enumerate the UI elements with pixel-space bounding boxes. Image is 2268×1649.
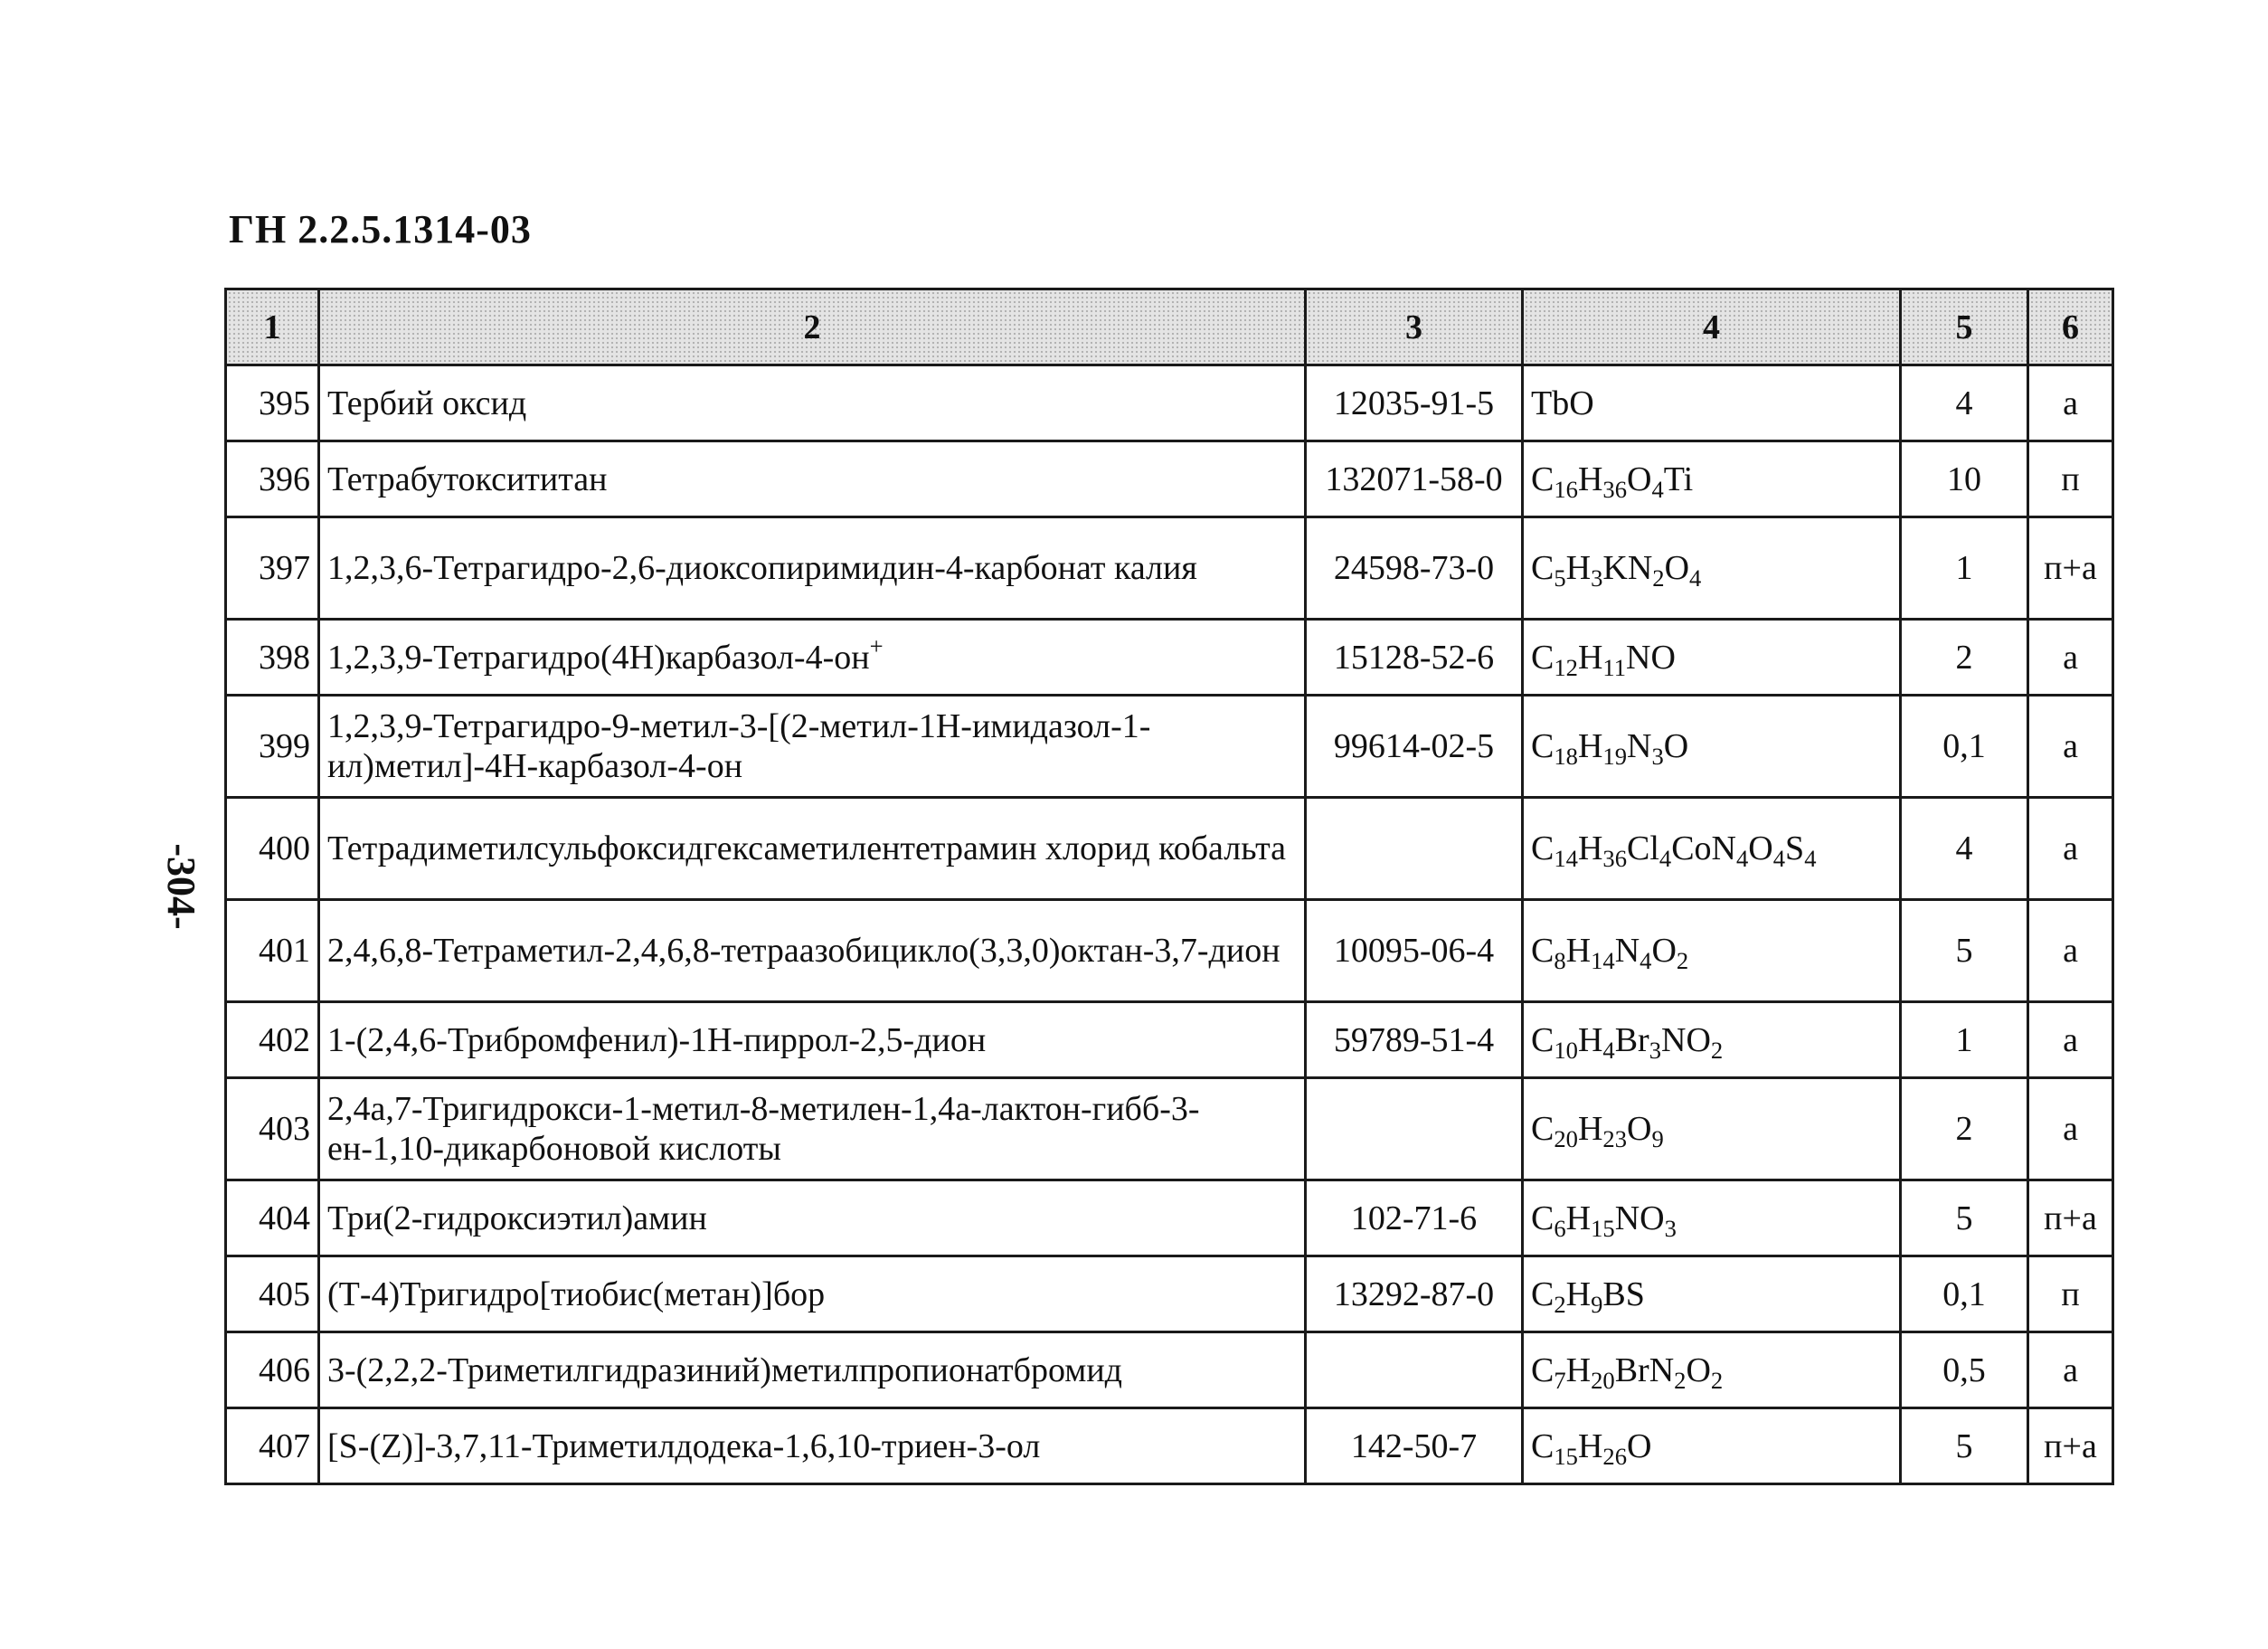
- row-number: 406: [226, 1332, 319, 1408]
- table-row: [226, 1180, 2113, 1256]
- table-row: [226, 441, 2113, 517]
- chemical-formula: $C_{20}H_{23}O_9$: [1523, 1078, 1901, 1180]
- table-row: [226, 620, 2113, 696]
- limit-value: 0,5: [1901, 1332, 2028, 1408]
- row-number: 396: [226, 441, 319, 517]
- substance-name: Тетрадиметилсульфоксидгексаметилентетрамин хлорид кобальта: [319, 798, 1306, 900]
- cas-number: 132071-58-0: [1306, 441, 1523, 517]
- chemical-formula: $C_8H_{14}N_4O_2$: [1523, 900, 1901, 1002]
- limit-value: 0,1: [1901, 696, 2028, 798]
- col-header-1: 1: [226, 289, 319, 365]
- limit-value: 4: [1901, 365, 2028, 441]
- row-number: 401: [226, 900, 319, 1002]
- limit-value: 1: [1901, 1002, 2028, 1078]
- col-header-5: 5: [1901, 289, 2028, 365]
- substances-table: [224, 288, 2114, 1485]
- limit-value: 0,1: [1901, 1256, 2028, 1332]
- chemical-formula: $C_6H_{15}NO_3$: [1523, 1180, 1901, 1256]
- limit-value: 5: [1901, 900, 2028, 1002]
- aggregate-state: п+а: [2028, 1408, 2113, 1484]
- table-row: [226, 900, 2113, 1002]
- chemical-formula: TbO: [1523, 365, 1901, 441]
- limit-value: 4: [1901, 798, 2028, 900]
- table-row: [226, 1332, 2113, 1408]
- aggregate-state: а: [2028, 365, 2113, 441]
- aggregate-state: а: [2028, 1078, 2113, 1180]
- limit-value: 1: [1901, 517, 2028, 620]
- cas-number: [1306, 1078, 1523, 1180]
- aggregate-state: п: [2028, 441, 2113, 517]
- row-number: 400: [226, 798, 319, 900]
- cas-number: 24598-73-0: [1306, 517, 1523, 620]
- substance-name: 1,2,3,6-Тетрагидро-2,6-диоксопиримидин-4-карбонат калия: [319, 517, 1306, 620]
- row-number: 395: [226, 365, 319, 441]
- substance-name: 3-(2,2,2-Триметилгидразиний)метилпропионатбромид: [319, 1332, 1306, 1408]
- substance-name: Три(2-гидроксиэтил)амин: [319, 1180, 1306, 1256]
- chemical-formula: $C_{15}H_{26}O$: [1523, 1408, 1901, 1484]
- cas-number: [1306, 798, 1523, 900]
- substance-name: 2,4а,7-Тригидрокси-1-метил-8-метилен-1,4а-лактон-гибб-3-ен-1,10-дикарбоновой кислоты: [319, 1078, 1306, 1180]
- table-row: [226, 798, 2113, 900]
- substance-name: 1,2,3,9-Тетрагидро(4Н)карбазол-4-он+: [319, 620, 1306, 696]
- limit-value: 5: [1901, 1180, 2028, 1256]
- limit-value: 5: [1901, 1408, 2028, 1484]
- document-code: ГН 2.2.5.1314-03: [229, 207, 532, 251]
- table-row: [226, 1002, 2113, 1078]
- cas-number: 142-50-7: [1306, 1408, 1523, 1484]
- aggregate-state: п+а: [2028, 1180, 2113, 1256]
- limit-value: 2: [1901, 620, 2028, 696]
- substance-name: Тетрабутоксититан: [319, 441, 1306, 517]
- chemical-formula: $C_{16}H_{36}O_4Ti$: [1523, 441, 1901, 517]
- table-header-row: [226, 289, 2113, 365]
- row-number: 398: [226, 620, 319, 696]
- table-row: [226, 696, 2113, 798]
- cas-number: 10095-06-4: [1306, 900, 1523, 1002]
- substance-name: (Т-4)Тригидро[тиобис(метан)]бор: [319, 1256, 1306, 1332]
- cas-number: 13292-87-0: [1306, 1256, 1523, 1332]
- limit-value: 2: [1901, 1078, 2028, 1180]
- aggregate-state: п+а: [2028, 517, 2113, 620]
- aggregate-state: а: [2028, 798, 2113, 900]
- row-number: 404: [226, 1180, 319, 1256]
- table-row: [226, 517, 2113, 620]
- page-number: -304-: [159, 843, 203, 930]
- row-number: 407: [226, 1408, 319, 1484]
- chemical-formula: $C_{10}H_4Br_3NO_2$: [1523, 1002, 1901, 1078]
- cas-number: [1306, 1332, 1523, 1408]
- cas-number: 102-71-6: [1306, 1180, 1523, 1256]
- col-header-2: 2: [319, 289, 1306, 365]
- table-row: [226, 365, 2113, 441]
- chemical-formula: $C_7H_{20}BrN_2O_2$: [1523, 1332, 1901, 1408]
- table-row: [226, 1078, 2113, 1180]
- chemical-formula: $C_2H_9BS$: [1523, 1256, 1901, 1332]
- row-number: 405: [226, 1256, 319, 1332]
- substance-name: [S-(Z)]-3,7,11-Триметилдодека-1,6,10-триен-3-ол: [319, 1408, 1306, 1484]
- cas-number: 59789-51-4: [1306, 1002, 1523, 1078]
- substance-name: Тербий оксид: [319, 365, 1306, 441]
- row-number: 403: [226, 1078, 319, 1180]
- substance-name: 1-(2,4,6-Трибромфенил)-1Н-пиррол-2,5-дион: [319, 1002, 1306, 1078]
- row-number: 399: [226, 696, 319, 798]
- row-number: 397: [226, 517, 319, 620]
- cas-number: 99614-02-5: [1306, 696, 1523, 798]
- col-header-6: 6: [2028, 289, 2113, 365]
- chemical-formula: $C_{18}H_{19}N_3O$: [1523, 696, 1901, 798]
- col-header-3: 3: [1306, 289, 1523, 365]
- aggregate-state: а: [2028, 900, 2113, 1002]
- aggregate-state: а: [2028, 620, 2113, 696]
- limit-value: 10: [1901, 441, 2028, 517]
- aggregate-state: п: [2028, 1256, 2113, 1332]
- substance-name: 1,2,3,9-Тетрагидро-9-метил-3-[(2-метил-1Н-имидазол-1-ил)метил]-4Н-карбазол-4-он: [319, 696, 1306, 798]
- aggregate-state: а: [2028, 1332, 2113, 1408]
- cas-number: 12035-91-5: [1306, 365, 1523, 441]
- aggregate-state: а: [2028, 696, 2113, 798]
- chemical-formula: $C_{14}H_{36}Cl_4CoN_4O_4S_4$: [1523, 798, 1901, 900]
- cas-number: 15128-52-6: [1306, 620, 1523, 696]
- table-row: [226, 1256, 2113, 1332]
- substance-name: 2,4,6,8-Тетраметил-2,4,6,8-тетраазобицикло(3,3,0)октан-3,7-дион: [319, 900, 1306, 1002]
- col-header-4: 4: [1523, 289, 1901, 365]
- aggregate-state: а: [2028, 1002, 2113, 1078]
- chemical-formula: $C_5H_3KN_2O_4$: [1523, 517, 1901, 620]
- table-row: [226, 1408, 2113, 1484]
- row-number: 402: [226, 1002, 319, 1078]
- chemical-formula: $C_{12}H_{11}NO$: [1523, 620, 1901, 696]
